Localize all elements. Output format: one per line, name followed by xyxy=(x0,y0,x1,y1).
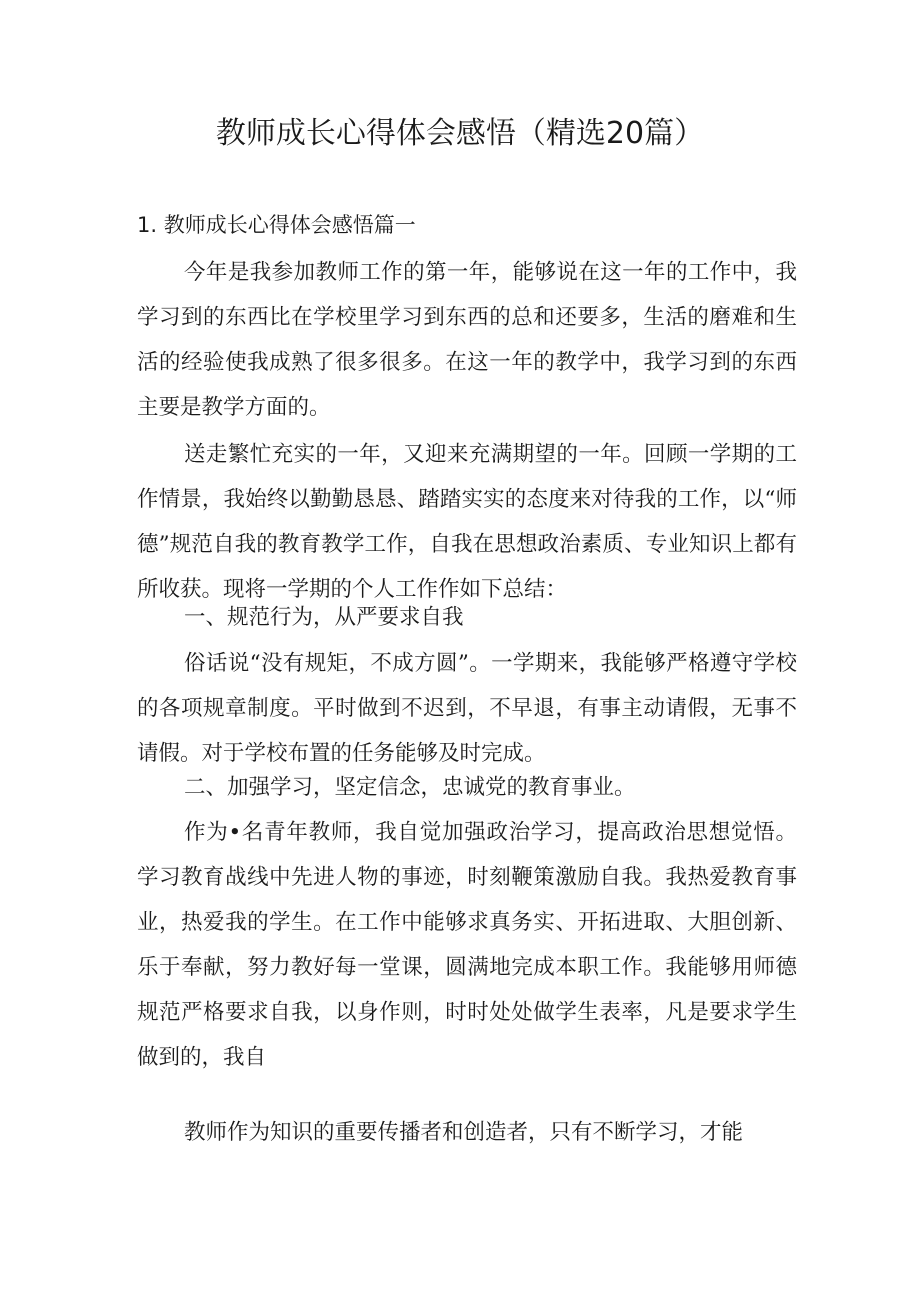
paragraph-4: 作为•名青年教师，我自觉加强政治学习，提高政治思想觉悟。学习教育战线中先进人物的事迹，时刻鞭策激励自我。我热爱教育事业，热爱我的学生。在工作中能够求真务实、开拓进取、大胆创新、乐于奉献，努力教好每一堂课，圆满地完成本职工作。我能够用师德规范严格要求自我，以身作则，时时处处做学生表率，凡是要求学生做到的，我自 xyxy=(137,820,797,1070)
paragraph-1: 今年是我参加教师工作的第一年，能够说在这一年的工作中，我学习到的东西比在学校里学习到东西的总和还要多，生活的磨难和生活的经验使我成熟了很多很多。在这一年的教学中，我学习到的东西主要是教学方面的。 xyxy=(137,260,797,420)
paragraph-2: 送走繁忙充实的一年，又迎来充满期望的一年。回顾一学期的工作情景，我始终以勤勤恳恳、踏踏实实的态度来对待我的工作，以“师德”规范自我的教育教学工作，自我在思想政治素质、专业知识上都有所收获。现将一学期的个人工作作如下总结： xyxy=(137,442,797,602)
subheading-1: 一、规范行为，从严要求自我 xyxy=(184,605,464,630)
paragraph-3: 俗话说“没有规矩，不成方圆”。一学期来，我能够严格遵守学校的各项规章制度。平时做到不迟到，不早退，有事主动请假，无事不请假。对于学校布置的任务能够及时完成。 xyxy=(137,651,797,766)
document-title: 教师成长心得体会感悟（精选20篇） xyxy=(215,116,705,151)
subheading-2: 二、加强学习，坚定信念，忠诚党的教育事业。 xyxy=(184,775,636,800)
section-heading: 1. 教师成长心得体会感悟篇一 xyxy=(137,213,416,237)
paragraph-5: 教师作为知识的重要传播者和创造者，只有不断学习，才能 xyxy=(184,1120,744,1145)
